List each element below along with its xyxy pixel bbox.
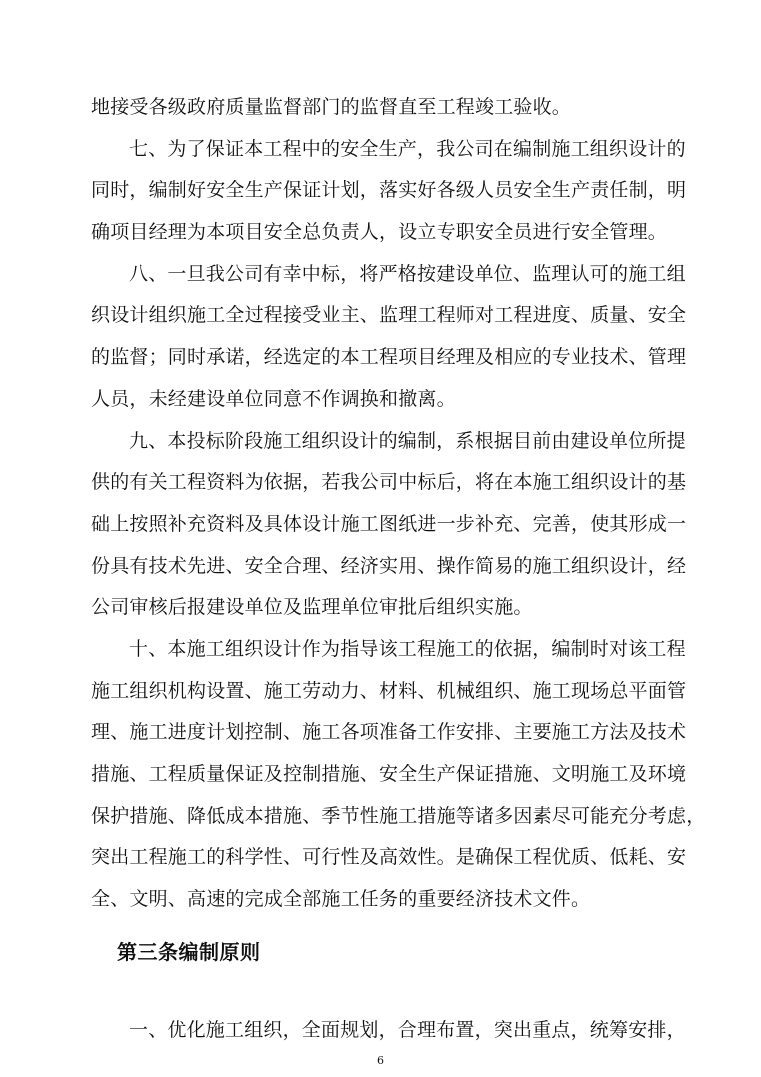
paragraph-line: 突出工程施工的科学性、可行性及高效性。是确保工程优质、低耗、安 xyxy=(91,846,687,868)
paragraph-line: 七、为了保证本工程中的安全生产，我公司在编制施工组织设计的 xyxy=(129,138,686,160)
paragraph-line: 九、本投标阶段施工组织设计的编制，系根据目前由建设单位所提 xyxy=(129,430,686,452)
paragraph-line: 措施、工程质量保证及控制措施、安全生产保证措施、文明施工及环境 xyxy=(91,763,687,785)
paragraph-line: 确项目经理为本项目安全总负责人，设立专职安全员进行安全管理。 xyxy=(91,221,668,243)
paragraph-line: 份具有技术先进、安全合理、经济实用、操作简易的施工组织设计，经 xyxy=(91,555,687,577)
paragraph-line: 人员，未经建设单位同意不作调换和撤离。 xyxy=(91,388,456,410)
section-heading: 第三条编制原则 xyxy=(117,940,261,964)
paragraph-line: 织设计组织施工全过程接受业主、监理工程师对工程进度、质量、安全 xyxy=(91,304,687,326)
paragraph-line: 八、一旦我公司有幸中标，将严格按建设单位、监理认可的施工组 xyxy=(129,263,686,285)
page-number: 6 xyxy=(377,1054,384,1067)
paragraph-line: 一、优化施工组织，全面规划，合理布置，突出重点，统筹安排， xyxy=(129,1019,686,1041)
paragraph-line: 施工组织机构设置、施工劳动力、材料、机械组织、施工现场总平面管 xyxy=(91,680,687,702)
paragraph-line: 十、本施工组织设计作为指导该工程施工的依据，编制时对该工程 xyxy=(129,638,686,660)
paragraph-line: 理、施工进度计划控制、施工各项准备工作安排、主要施工方法及技术 xyxy=(91,721,687,743)
paragraph-line: 公司审核后报建设单位及监理单位审批后组织实施。 xyxy=(91,596,533,618)
paragraph-line: 全、文明、高速的完成全部施工任务的重要经济技术文件。 xyxy=(91,888,591,910)
paragraph-line: 同时，编制好安全生产保证计划，落实好各级人员安全生产责任制，明 xyxy=(91,179,687,201)
paragraph-line: 供的有关工程资料为依据，若我公司中标后，将在本施工组织设计的基 xyxy=(91,471,687,493)
paragraph-line: 础上按照补充资料及具体设计施工图纸进一步补充、完善，使其形成一 xyxy=(91,513,687,535)
paragraph-line: 的监督；同时承诺，经选定的本工程项目经理及相应的专业技术、管理 xyxy=(91,346,687,368)
paragraph-line: 地接受各级政府质量监督部门的监督直至工程竣工验收。 xyxy=(91,96,572,118)
paragraph-line: 保护措施、降低成本措施、季节性施工措施等诸多因素尽可能充分考虑， xyxy=(91,805,706,827)
